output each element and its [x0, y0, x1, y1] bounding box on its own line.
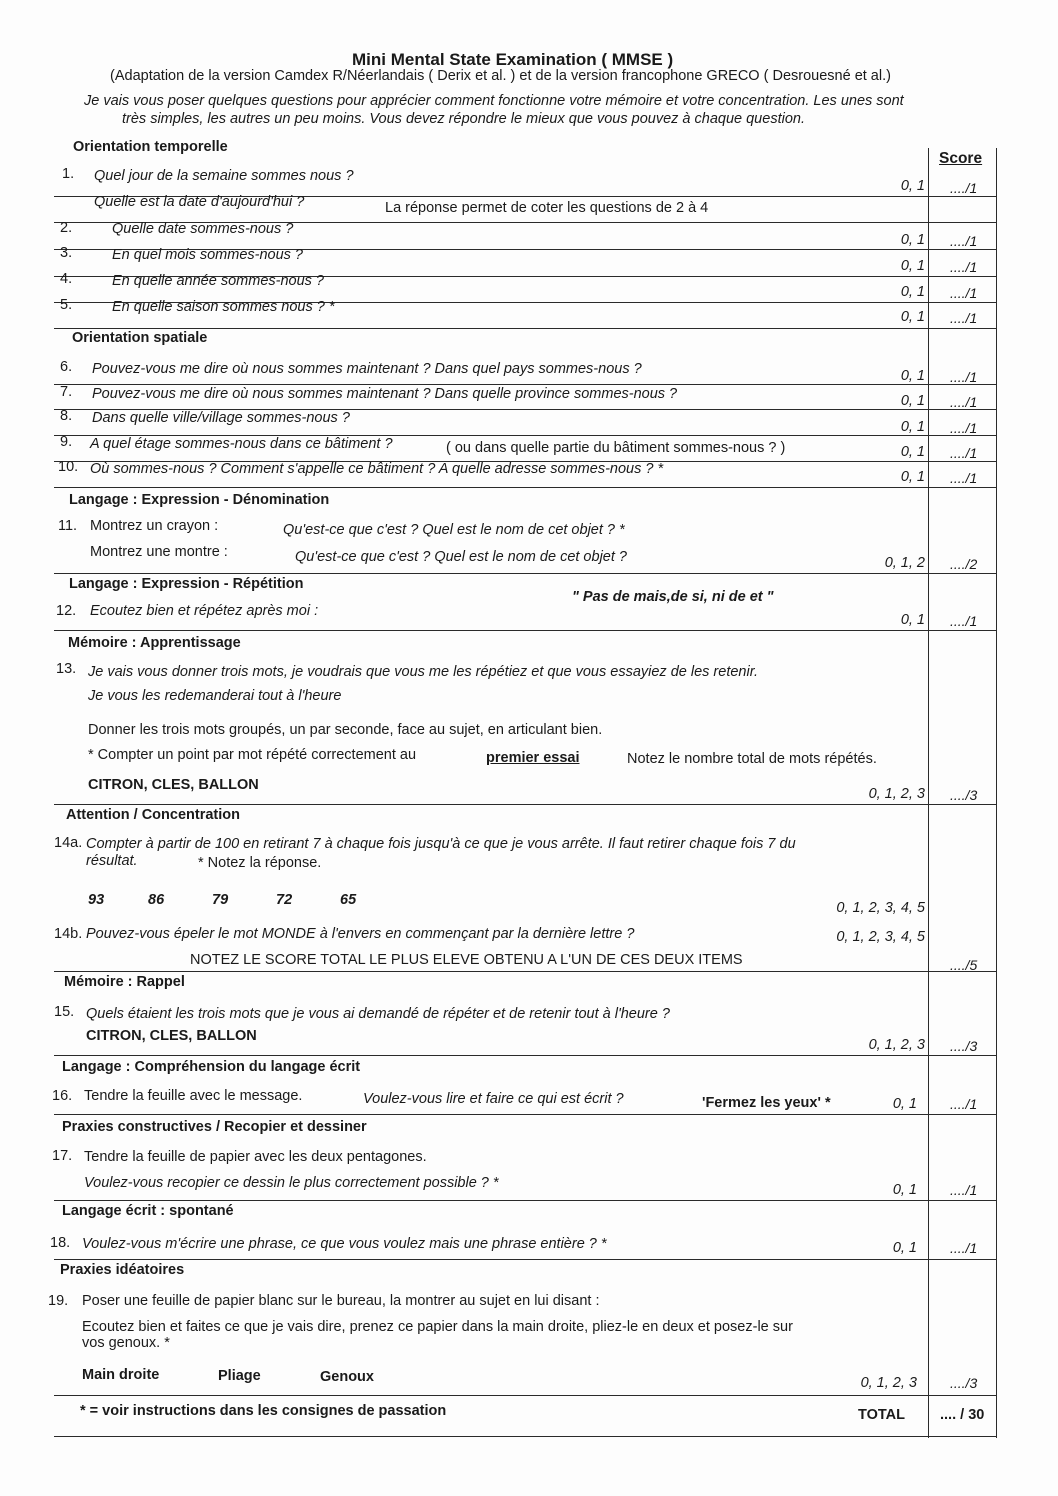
question-number: 6.: [60, 359, 73, 375]
question-label: Montrez une montre :: [90, 544, 228, 560]
section-memoire-apprentissage: Mémoire : Apprentissage: [68, 635, 241, 651]
question-number: 5.: [60, 297, 73, 313]
answer-options: 0, 1: [900, 444, 925, 460]
answer-options: 0, 1: [900, 612, 925, 628]
serial-7-value: 72: [276, 892, 293, 908]
scoring-note: NOTEZ LE SCORE TOTAL LE PLUS ELEVE OBTENU A L'UN DE CES DEUX ITEMS: [190, 952, 743, 968]
answer-options: 0, 1: [892, 1182, 917, 1198]
question-text: Où sommes-nous ? Comment s'appelle ce bâtiment ? A quelle adresse sommes-nous ? *: [90, 461, 664, 477]
question-text: Quelle date sommes-nous ?: [112, 221, 294, 237]
score-column-divider: [928, 148, 929, 1438]
question-number: 8.: [60, 408, 73, 424]
section-langage-repetition: Langage : Expression - Répétition: [69, 576, 304, 592]
page-title: Mini Mental State Examination ( MMSE ): [352, 50, 674, 69]
row-divider: [54, 1395, 996, 1396]
question-number: 13.: [56, 661, 77, 677]
question-note: * Notez la réponse.: [198, 855, 322, 871]
total-score-field[interactable]: .... / 30: [940, 1407, 985, 1423]
question-text: Quel jour de la semaine sommes nous ?: [94, 168, 354, 184]
row-divider: [54, 1114, 996, 1115]
row-divider: [54, 971, 996, 972]
question-number: 11.: [58, 518, 78, 534]
command-phrase: 'Fermez les yeux' *: [702, 1095, 831, 1111]
score-field[interactable]: ..../1: [950, 1240, 978, 1256]
question-number: 3.: [60, 245, 73, 261]
answer-options: 0, 1: [900, 284, 925, 300]
score-field[interactable]: ..../1: [950, 470, 978, 486]
score-field[interactable]: ..../5: [950, 957, 978, 973]
section-langage-comprehension: Langage : Compréhension du langage écrit: [62, 1059, 361, 1075]
instruction-text: Notez le nombre total de mots répétés.: [627, 751, 877, 767]
answer-options: 0, 1: [900, 309, 925, 325]
total-label: TOTAL: [858, 1407, 905, 1423]
section-memoire-rappel: Mémoire : Rappel: [64, 974, 185, 990]
question-number: 18.: [50, 1235, 71, 1251]
question-label: Montrez un crayon :: [90, 518, 219, 534]
task-item: Main droite: [82, 1367, 160, 1383]
question-label: Tendre la feuille avec le message.: [84, 1088, 303, 1104]
question-note: La réponse permet de coter les questions de 2 à 4: [385, 200, 709, 216]
answer-options: 0, 1: [900, 469, 925, 485]
question-text: Quelle est la date d'aujourd'hui ?: [94, 194, 305, 210]
word-list: CITRON, CLES, BALLON: [86, 1028, 257, 1044]
score-field[interactable]: ..../1: [950, 369, 978, 385]
answer-options: 0, 1, 2, 3, 4, 5: [836, 929, 925, 945]
bottom-border: [54, 1436, 996, 1437]
task-item: Genoux: [320, 1369, 374, 1385]
answer-options: 0, 1, 2: [884, 555, 925, 571]
instruction-text: Donner les trois mots groupés, un par seconde, face au sujet, en articulant bien.: [88, 722, 603, 738]
question-label: Tendre la feuille de papier avec les deux pentagones.: [84, 1149, 427, 1165]
question-note: ( ou dans quelle partie du bâtiment sommes-nous ? ): [446, 440, 786, 456]
score-field[interactable]: ..../3: [950, 787, 978, 803]
answer-options: 0, 1, 2, 3: [868, 1037, 925, 1053]
question-text: Je vous les redemanderai tout à l'heure: [88, 688, 342, 704]
answer-options: 0, 1: [900, 178, 925, 194]
question-text: Pouvez-vous me dire où nous sommes maintenant ? Dans quelle province sommes-nous ?: [92, 386, 678, 402]
page-subtitle: (Adaptation de la version Camdex R/Néerlandais ( Derix et al. ) et de la version francophone GRECO ( Desrouesné et al.): [110, 68, 891, 84]
instruction-emphasis: premier essai: [486, 750, 580, 766]
question-text: Qu'est-ce que c'est ? Quel est le nom de cet objet ?: [295, 549, 627, 565]
score-field[interactable]: ..../1: [950, 310, 978, 326]
question-number: 17.: [52, 1148, 73, 1164]
score-field[interactable]: ..../1: [950, 394, 978, 410]
question-text: Pouvez-vous épeler le mot MONDE à l'envers en commençant par la dernière lettre ?: [86, 926, 635, 942]
section-orientation-spatiale: Orientation spatiale: [72, 330, 208, 346]
question-number: 16.: [52, 1088, 73, 1104]
question-text: Pouvez-vous me dire où nous sommes maintenant ? Dans quel pays sommes-nous ?: [92, 361, 642, 377]
question-text: résultat.: [86, 853, 138, 869]
section-langage-denomination: Langage : Expression - Dénomination: [69, 492, 330, 508]
score-field[interactable]: ..../1: [950, 180, 978, 196]
question-text: Compter à partir de 100 en retirant 7 à chaque fois jusqu'à ce que je vous arrête. Il faut retirer chaque fois 7 du: [86, 836, 796, 852]
question-number: 14b.: [54, 926, 83, 942]
score-field[interactable]: ..../1: [950, 233, 978, 249]
question-number: 14a.: [54, 835, 83, 851]
score-field[interactable]: ..../1: [950, 420, 978, 436]
question-text: Voulez-vous lire et faire ce qui est écrit ?: [363, 1091, 624, 1107]
question-number: 19.: [48, 1293, 69, 1309]
question-number: 4.: [60, 271, 73, 287]
score-field[interactable]: ..../2: [950, 556, 978, 572]
question-number: 12.: [56, 603, 77, 619]
question-text: Qu'est-ce que c'est ? Quel est le nom de cet objet ? *: [283, 522, 625, 538]
question-text: Dans quelle ville/village sommes-nous ?: [92, 410, 350, 426]
section-orientation-temporelle: Orientation temporelle: [73, 139, 228, 155]
intro-line-2: très simples, les autres un peu moins. Vous devez répondre le mieux que vous pouvez à chaque question.: [122, 111, 805, 127]
section-langage-ecrit: Langage écrit : spontané: [62, 1203, 234, 1219]
score-field[interactable]: ..../3: [950, 1375, 978, 1391]
answer-options: 0, 1: [900, 232, 925, 248]
question-text: Je vais vous donner trois mots, je voudrais que vous me les répétiez et que vous essayiez de les retenir.: [88, 664, 759, 680]
answer-options: 0, 1: [892, 1240, 917, 1256]
question-number: 7.: [60, 384, 73, 400]
score-field[interactable]: ..../1: [950, 613, 978, 629]
row-divider: [54, 1055, 996, 1056]
question-text: En quelle saison sommes nous ? *: [112, 299, 335, 315]
instruction-text: * Compter un point par mot répété correctement au: [88, 747, 417, 763]
answer-options: 0, 1: [900, 419, 925, 435]
answer-options: 0, 1, 2, 3: [860, 1375, 917, 1391]
row-divider: [54, 630, 996, 631]
answer-options: 0, 1: [900, 368, 925, 384]
answer-options: 0, 1: [900, 258, 925, 274]
row-divider: [54, 328, 996, 329]
answer-options: 0, 1, 2, 3, 4, 5: [836, 900, 925, 916]
score-field[interactable]: ..../1: [950, 259, 978, 275]
question-text: Ecoutez bien et répétez après moi :: [90, 603, 319, 619]
question-text: Ecoutez bien et faites ce que je vais dire, prenez ce papier dans la main droite, pliez-le en deux et posez-le sur: [82, 1319, 793, 1335]
row-divider: [54, 384, 996, 385]
word-list: CITRON, CLES, BALLON: [88, 777, 259, 793]
right-border: [996, 148, 997, 1438]
score-field[interactable]: ..../1: [950, 1182, 978, 1198]
intro-line-1: Je vais vous poser quelques questions pour apprécier comment fonctionne votre mémoire et votre concentration. Les unes sont: [84, 93, 904, 109]
question-text: A quel étage sommes-nous dans ce bâtiment ?: [90, 436, 393, 452]
row-divider: [54, 487, 996, 488]
question-text: Voulez-vous recopier ce dessin le plus correctement possible ? *: [84, 1175, 499, 1191]
row-divider: [54, 1200, 996, 1201]
serial-7-value: 79: [212, 892, 229, 908]
footnote: * = voir instructions dans les consignes de passation: [80, 1403, 447, 1419]
score-field[interactable]: ..../1: [950, 445, 978, 461]
question-text: Quels étaient les trois mots que je vous ai demandé de répéter et de retenir tout à l'heure ?: [86, 1006, 670, 1022]
row-divider: [54, 1259, 996, 1260]
section-praxies-constructives: Praxies constructives / Recopier et dessiner: [62, 1119, 367, 1135]
serial-7-value: 93: [88, 892, 105, 908]
question-number: 9.: [60, 434, 73, 450]
question-number: 10.: [58, 459, 79, 475]
score-column-header: Score: [939, 150, 983, 167]
question-text: vos genoux. *: [82, 1335, 170, 1351]
question-number: 1.: [62, 166, 75, 182]
question-text: En quel mois sommes-nous ?: [112, 247, 303, 263]
score-field[interactable]: ..../1: [950, 285, 978, 301]
answer-options: 0, 1: [900, 393, 925, 409]
score-field[interactable]: ..../1: [950, 1096, 978, 1112]
serial-7-value: 65: [340, 892, 357, 908]
answer-options: 0, 1, 2, 3: [868, 786, 925, 802]
answer-options: 0, 1: [892, 1096, 917, 1112]
serial-7-value: 86: [148, 892, 165, 908]
section-praxies-ideatoires: Praxies idéatoires: [60, 1262, 185, 1278]
question-label: Poser une feuille de papier blanc sur le bureau, la montrer au sujet en lui disant :: [82, 1293, 600, 1309]
row-divider: [54, 804, 996, 805]
section-attention-concentration: Attention / Concentration: [66, 807, 240, 823]
question-number: 2.: [60, 220, 73, 236]
repetition-phrase: " Pas de mais,de si, ni de et ": [572, 589, 774, 605]
score-field[interactable]: ..../3: [950, 1038, 978, 1054]
question-number: 15.: [54, 1004, 75, 1020]
task-item: Pliage: [218, 1368, 261, 1384]
row-divider: [54, 573, 996, 574]
question-text: Voulez-vous m'écrire une phrase, ce que vous voulez mais une phrase entière ? *: [82, 1236, 607, 1252]
question-text: En quelle année sommes-nous ?: [112, 273, 324, 289]
